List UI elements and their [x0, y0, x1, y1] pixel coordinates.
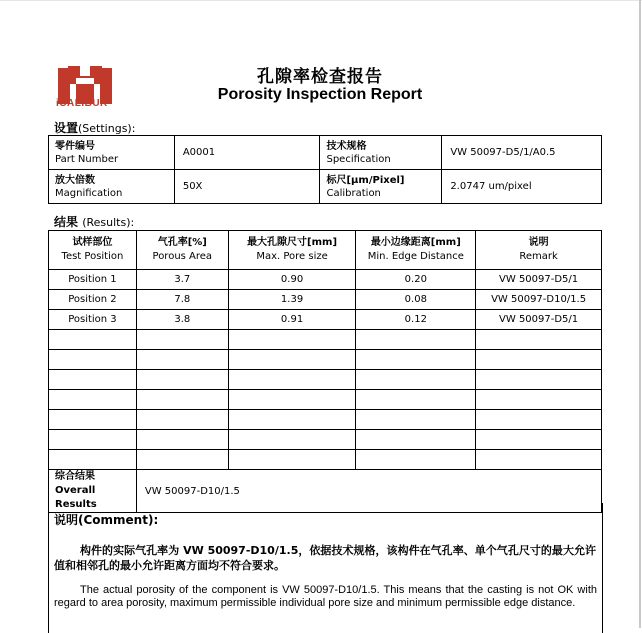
table-cell: VW 50097-D5/1	[476, 270, 602, 290]
table-cell: 0.20	[356, 270, 476, 290]
table-row	[49, 270, 602, 290]
part-number-label-en: Part Number	[55, 153, 119, 165]
column-header	[356, 231, 476, 270]
overall-results-value: VW 50097-D10/1.5	[136, 470, 601, 513]
calibration-value: 2.0747 um/pixel	[442, 170, 602, 204]
magnification-label-en: Magnification	[55, 187, 123, 199]
table-cell: 7.8	[136, 290, 228, 310]
calibration-label	[320, 170, 442, 204]
specification-value: VW 50097-D5/1/A0.5	[442, 136, 602, 170]
specification-label-cn: 技术规格	[326, 140, 367, 152]
table-cell: 0.90	[228, 270, 356, 290]
column-header-en: Max. Pore size	[256, 251, 328, 262]
column-header	[49, 231, 137, 270]
settings-table	[48, 135, 602, 204]
column-header-cn: 气孔率[%]	[157, 237, 207, 248]
settings-row	[49, 170, 602, 204]
empty-row	[49, 450, 602, 470]
column-header	[136, 231, 228, 270]
table-cell: 3.7	[136, 270, 228, 290]
column-header-cn: 最小边缘距离[mm]	[370, 237, 461, 248]
table-cell: 3.8	[136, 310, 228, 330]
column-header-en: Porous Area	[152, 251, 213, 262]
calibration-label-en: Calibration	[326, 187, 381, 199]
table-cell: 0.08	[356, 290, 476, 310]
table-cell: VW 50097-D5/1	[476, 310, 602, 330]
table-cell: 0.91	[228, 310, 356, 330]
table-cell: Position 3	[49, 310, 137, 330]
settings-heading	[54, 119, 135, 136]
table-row	[49, 310, 602, 330]
page-top-border	[0, 0, 642, 1]
column-header-en: Test Position	[61, 251, 124, 262]
part-number-value: A0001	[174, 136, 320, 170]
results-table	[48, 230, 602, 513]
overall-results-label-cn: 综合结果	[55, 471, 95, 482]
empty-row	[49, 350, 602, 370]
table-row	[49, 290, 602, 310]
empty-row	[49, 370, 602, 390]
column-header-cn: 最大孔隙尺寸[mm]	[247, 237, 338, 248]
empty-row	[49, 330, 602, 350]
page-right-border	[639, 0, 641, 628]
empty-row	[49, 390, 602, 410]
table-cell: Position 1	[49, 270, 137, 290]
calibration-label-cn: 标尺[μm/Pixel]	[326, 174, 405, 186]
specification-label	[320, 136, 442, 170]
column-header-cn: 说明	[528, 237, 549, 248]
settings-row	[49, 136, 602, 170]
report-title-en: Porosity Inspection Report	[217, 86, 423, 103]
column-header-cn: 试样部位	[72, 237, 113, 248]
table-cell: Position 2	[49, 290, 137, 310]
column-header-en: Min. Edge Distance	[367, 251, 464, 262]
results-header-row	[49, 231, 602, 270]
comment-text-en: The actual porosity of the component is VW 50097-D10/1.5. This means that the casting is not OK with regard to area porosity, maximum permissible individual pore size and minimum permissible edge distance.	[54, 584, 597, 609]
table-cell: 1.39	[228, 290, 356, 310]
part-number-label	[49, 136, 175, 170]
table-cell: 0.12	[356, 310, 476, 330]
part-number-label-cn: 零件编号	[55, 140, 95, 152]
settings-heading-cn: 设置	[54, 121, 79, 135]
column-header	[228, 231, 356, 270]
column-header	[476, 231, 602, 270]
table-cell: VW 50097-D10/1.5	[476, 290, 602, 310]
settings-heading-en: (Settings):	[78, 122, 136, 135]
magnification-label-cn: 放大倍数	[55, 174, 95, 186]
results-heading-cn: 结果	[54, 215, 79, 229]
column-header-en: Remark	[519, 251, 558, 262]
specification-label-en: Specification	[326, 153, 391, 165]
report-title-cn: 孔隙率检查报告	[257, 67, 383, 87]
empty-row	[49, 410, 602, 430]
results-heading-en: (Results):	[82, 216, 135, 229]
comment-heading: 说明(Comment):	[54, 513, 159, 527]
overall-results-label-en: Overall Results	[55, 485, 97, 510]
empty-row	[49, 430, 602, 450]
results-heading	[54, 213, 134, 230]
brand-name: iCALIBUR	[56, 98, 108, 109]
magnification-label	[49, 170, 175, 204]
magnification-value: 50X	[174, 170, 320, 204]
comment-text-cn: 构件的实际气孔率为 VW 50097-D10/1.5，依据技术规格，该构件在气孔率、单个气孔尺寸的最大允许值和相邻孔的最小允许距离方面均不符合要求。	[54, 544, 596, 572]
